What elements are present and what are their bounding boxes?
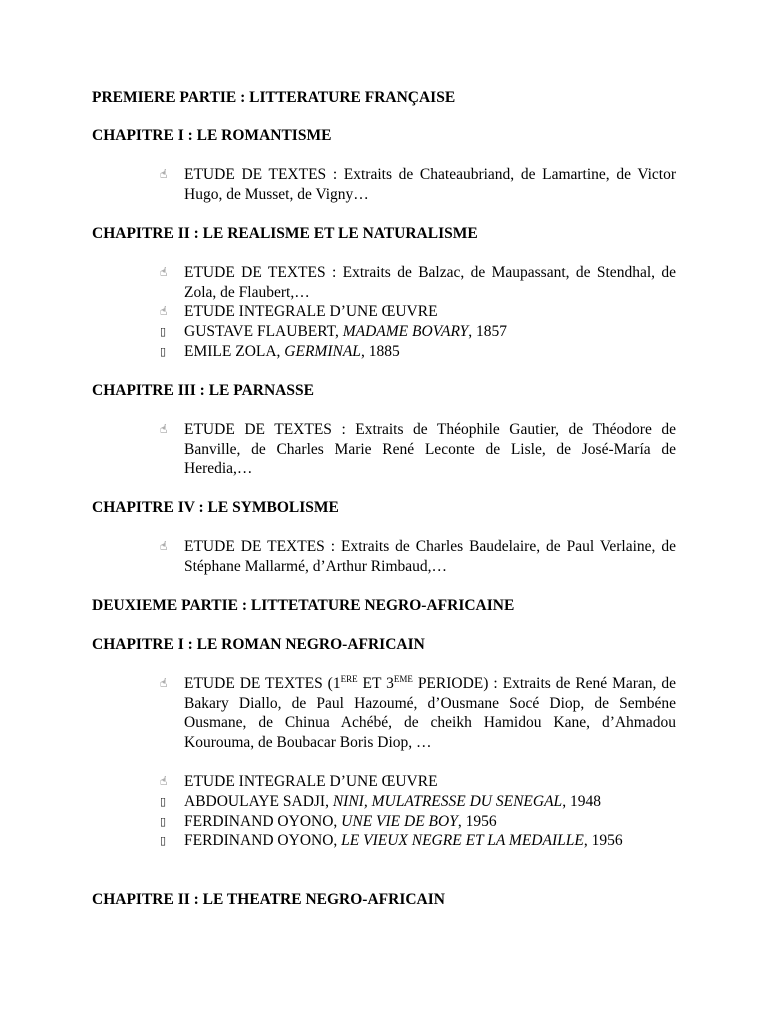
list-item bbox=[160, 342, 676, 362]
part-one-heading: PREMIERE PARTIE : LITTERATURE FRANÇAISE bbox=[92, 89, 456, 106]
list-item bbox=[160, 165, 676, 204]
list-item bbox=[160, 322, 676, 342]
work-title: GERMINAL bbox=[284, 343, 361, 360]
list-item bbox=[160, 263, 676, 302]
pointing-hand-icon: ☝ bbox=[160, 774, 168, 788]
item-text: ETUDE DE TEXTES : Extraits de Théophile Gautier, de Théodore de Banville, de Charles Marie René Leconte de Lisle, de José-María de Heredia,… bbox=[184, 421, 676, 477]
pointing-hand-icon: ☝ bbox=[160, 167, 168, 181]
box-bullet-icon: ▯ bbox=[160, 834, 167, 847]
list-item bbox=[160, 812, 676, 832]
item-text: ABDOULAYE SADJI, NINI, MULATRESSE DU SENEGAL, 1948 bbox=[184, 793, 601, 810]
chapter-theatre-heading: CHAPITRE II : LE THEATRE NEGRO-AFRICAIN bbox=[92, 891, 445, 908]
list-item bbox=[160, 302, 676, 322]
work-title: UNE VIE DE BOY bbox=[341, 813, 458, 830]
list-item bbox=[160, 674, 676, 752]
list-item bbox=[160, 537, 676, 576]
pointing-hand-icon: ☝ bbox=[160, 422, 168, 436]
box-bullet-icon: ▯ bbox=[160, 815, 167, 828]
chapter-parnasse-heading: CHAPITRE III : LE PARNASSE bbox=[92, 382, 314, 399]
pointing-hand-icon: ☝ bbox=[160, 676, 168, 690]
chapter-roman-heading: CHAPITRE I : LE ROMAN NEGRO-AFRICAIN bbox=[92, 636, 425, 653]
item-text: ETUDE DE TEXTES : Extraits de Chateaubriand, de Lamartine, de Victor Hugo, de Musset, de Vigny… bbox=[184, 166, 676, 203]
box-bullet-icon: ▯ bbox=[160, 325, 167, 338]
item-text: ETUDE DE TEXTES : Extraits de Balzac, de Maupassant, de Stendhal, de Zola, de Flaubert,… bbox=[184, 264, 676, 301]
list-item bbox=[160, 792, 676, 812]
list-item bbox=[160, 831, 676, 851]
work-title: NINI, MULATRESSE DU SENEGAL bbox=[332, 793, 563, 810]
pointing-hand-icon: ☝ bbox=[160, 304, 168, 318]
item-text: ETUDE INTEGRALE D’UNE ŒUVRE bbox=[184, 773, 438, 790]
box-bullet-icon: ▯ bbox=[160, 795, 167, 808]
item-text: EMILE ZOLA, GERMINAL, 1885 bbox=[184, 343, 400, 360]
list-item bbox=[160, 772, 676, 792]
work-title: MADAME BOVARY bbox=[342, 323, 469, 340]
pointing-hand-icon: ☝ bbox=[160, 539, 168, 553]
item-text: GUSTAVE FLAUBERT, MADAME BOVARY, 1857 bbox=[184, 323, 508, 340]
chapter-realisme-heading: CHAPITRE II : LE REALISME ET LE NATURALISME bbox=[92, 225, 478, 242]
item-text: ETUDE DE TEXTES (1ERE ET 3EME PERIODE) : Extraits de René Maran, de Bakary Diallo, de Paul Hazoumé, d’Ousmane Socé Diop, de Sembéne Ousmane, de Chinua Achébé, de cheikh Hamidou Kane, d’Ahmadou Kourouma, de Boubacar Boris Diop, … bbox=[184, 674, 676, 751]
work-title: LE VIEUX NEGRE ET LA MEDAILLE bbox=[341, 832, 584, 849]
item-text: FERDINAND OYONO, UNE VIE DE BOY, 1956 bbox=[184, 813, 497, 830]
pointing-hand-icon: ☝ bbox=[160, 265, 168, 279]
chapter-romantisme-heading: CHAPITRE I : LE ROMANTISME bbox=[92, 127, 332, 144]
chapter-symbolisme-heading: CHAPITRE IV : LE SYMBOLISME bbox=[92, 499, 339, 516]
box-bullet-icon: ▯ bbox=[160, 345, 167, 358]
item-text: ETUDE INTEGRALE D’UNE ŒUVRE bbox=[184, 303, 438, 320]
part-two-heading: DEUXIEME PARTIE : LITTETATURE NEGRO-AFRICAINE bbox=[92, 597, 515, 614]
list-item bbox=[160, 420, 676, 479]
item-text: ETUDE DE TEXTES : Extraits de Charles Baudelaire, de Paul Verlaine, de Stéphane Mallarmé, d’Arthur Rimbaud,… bbox=[184, 538, 676, 575]
item-text: FERDINAND OYONO, LE VIEUX NEGRE ET LA MEDAILLE, 1956 bbox=[184, 832, 623, 849]
